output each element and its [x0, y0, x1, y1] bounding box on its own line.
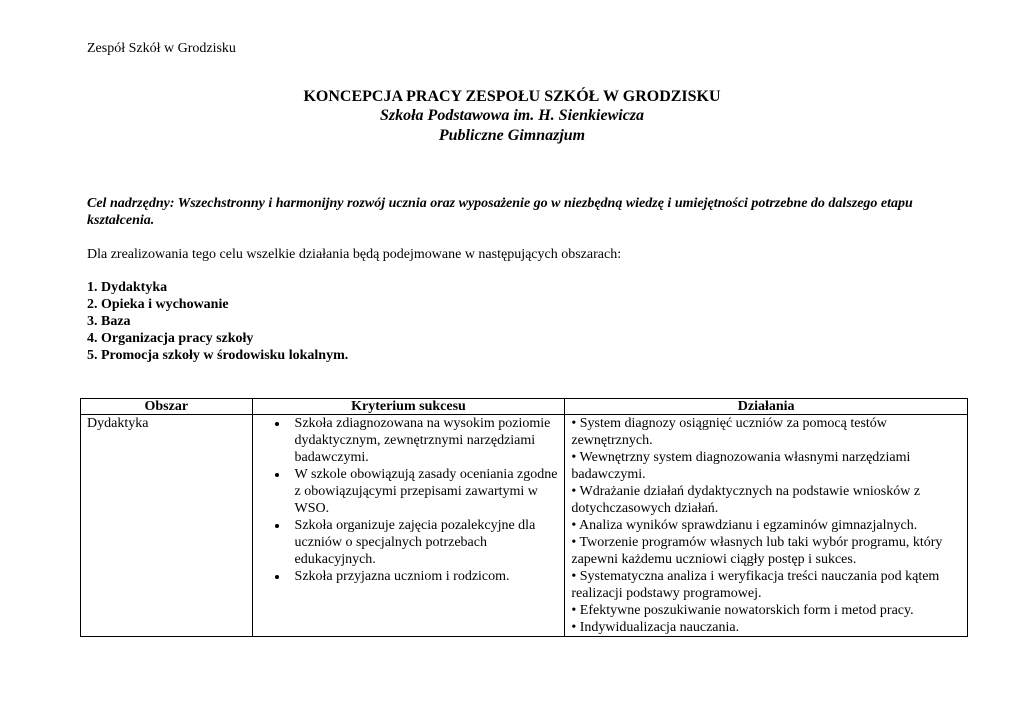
action-item: • Analiza wyników sprawdzianu i egzaminów gimnazjalnych.: [571, 518, 918, 533]
main-goal: Cel nadrzędny: Wszechstronny i harmonijny rozwój ucznia oraz wyposażenie go w niezbędną wiedzę i umiejętności potrzebne do dalszego etapu kształcenia.: [87, 196, 913, 228]
area-item: 5. Promocja szkoły w środowisku lokalnym.: [87, 348, 349, 363]
area-item: 3. Baza: [87, 314, 131, 329]
area-item: 4. Organizacja pracy szkoły: [87, 331, 254, 346]
concept-table: [80, 398, 968, 637]
header-actions: Działania: [565, 399, 968, 415]
criteria-item: • Szkoła organizuje zajęcia pozalekcyjne dla uczniów o specjalnych potrzebach edukacyjnych.: [289, 517, 559, 568]
action-item: • Tworzenie programów własnych lub taki wybór programu, który zapewni każdemu uczniowi ciągły postęp i sukces.: [571, 535, 943, 567]
cell-criteria: [252, 415, 565, 637]
criteria-item: • W szkole obowiązują zasady oceniania zgodne z obowiązującymi przepisami zawartymi w WSO.: [289, 466, 559, 517]
area-item: 1. Dydaktyka: [87, 280, 168, 295]
document-subtitle-primary-school: Szkoła Podstawowa im. H. Sienkiewicza: [379, 107, 645, 124]
header-success-criterion: Kryterium sukcesu: [252, 399, 565, 415]
action-item: • Wewnętrzny system diagnozowania własnymi narzędziami badawczymi.: [571, 450, 911, 482]
area-item: 2. Opieka i wychowanie: [87, 297, 229, 312]
areas-list: [87, 279, 348, 364]
cell-area: Dydaktyka: [81, 415, 253, 637]
table-header-row: [81, 399, 968, 415]
action-item: • Wdrażanie działań dydaktycznych na podstawie wniosków z dotychczasowych działań.: [571, 484, 921, 516]
header-area: Obszar: [81, 399, 253, 415]
document-titles: [0, 87, 1024, 146]
criteria-list: [259, 415, 559, 585]
cell-actions: [565, 415, 968, 637]
document-title: KONCEPCJA PRACY ZESPOŁU SZKÓŁ W GRODZISKU: [303, 88, 721, 105]
action-item: • System diagnozy osiągnięć uczniów za pomocą testów zewnętrznych.: [571, 416, 887, 448]
intro-text: Dla zrealizowania tego celu wszelkie działania będą podejmowane w następujących obszarach:: [87, 247, 622, 262]
school-header: Zespół Szkół w Grodzisku: [87, 41, 236, 56]
table-row: [81, 415, 968, 637]
action-item: • Systematyczna analiza i weryfikacja treści nauczania pod kątem realizacji podstawy programowej.: [571, 569, 940, 601]
criteria-item: • Szkoła przyjazna uczniom i rodzicom.: [289, 568, 559, 585]
action-item: • Indywidualizacja nauczania.: [571, 620, 740, 635]
document-subtitle-gymnasium: Publiczne Gimnazjum: [438, 127, 586, 144]
action-item: • Efektywne poszukiwanie nowatorskich form i metod pracy.: [571, 603, 914, 618]
criteria-item: • Szkoła zdiagnozowana na wysokim poziomie dydaktycznym, zewnętrznymi narzędziami badawczymi.: [289, 415, 559, 466]
